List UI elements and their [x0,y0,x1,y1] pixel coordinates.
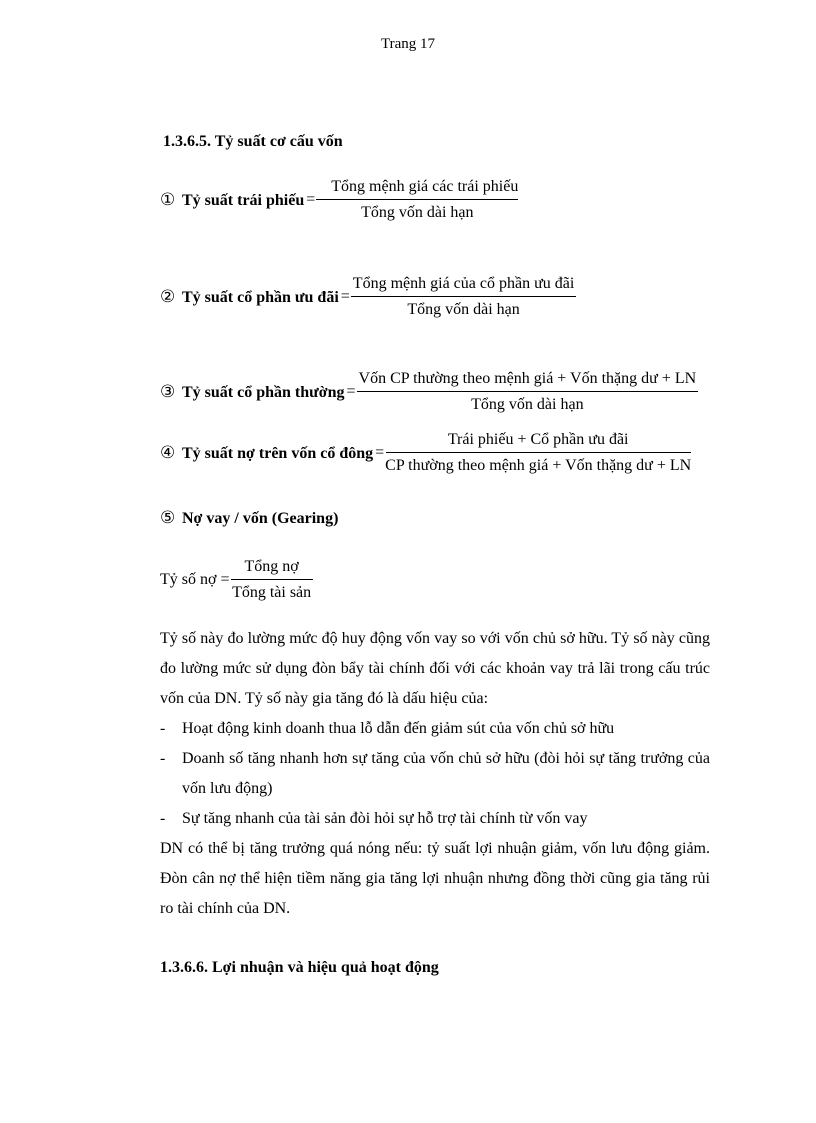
circled-number-5: ⑤ [160,508,176,527]
equals-sign: = [220,571,230,588]
numerator: Vốn CP thường theo mệnh giá + Vốn thặng dư + LN [357,370,699,392]
fraction [231,558,313,602]
numerator: Trái phiếu + Cổ phần ưu đãi [386,431,691,453]
equals-sign: = [340,288,350,305]
equals-sign: = [375,444,385,461]
bullet-text: Doanh số tăng nhanh hơn sự tăng của vốn chủ sở hữu (đòi hỏi sự tăng trưởng của vốn lưu động) [182,750,710,797]
bullet-item [160,714,710,744]
numerator: Tổng nợ [231,558,313,580]
denominator: Tổng vốn dài hạn [407,301,520,318]
bullet-text: Sự tăng nhanh của tài sản đòi hỏi sự hỗ trợ tài chính từ vốn vay [182,810,588,827]
bullet-dash: - [160,810,166,827]
denominator: Tổng vốn dài hạn [361,204,474,221]
circled-number-3: ③ [160,382,176,401]
formula-label: ① Tỷ suất trái phiếu [160,190,305,209]
bullet-dash: - [160,750,166,767]
formula-label: Tỷ số nợ [160,571,217,588]
formula-debt-to-equity-ratio [160,431,691,475]
circled-number-2: ② [160,287,176,306]
gearing-heading: ⑤ Nợ vay / vốn (Gearing) [160,508,339,527]
numerator: Tổng mệnh giá các trái phiếu [316,178,518,200]
formula-bond-ratio [160,178,518,222]
bullet-text: Hoạt động kinh doanh thua lỗ dẫn đến giảm sút của vốn chủ sở hữu [182,720,615,737]
formula-debt-ratio [160,558,313,602]
bullet-item [160,804,710,834]
denominator: Tổng vốn dài hạn [471,396,584,413]
denominator: CP thường theo mệnh giá + Vốn thặng dư + LN [385,457,692,474]
fraction [357,370,699,414]
circled-number-1: ① [160,190,176,209]
formula-preferred-share-ratio [160,275,576,319]
formula-common-share-ratio [160,370,698,414]
paragraph-gearing-explanation: Tỷ số này đo lường mức độ huy động vốn vay so với vốn chủ sở hữu. Tỷ số này cũng đo lường mức sử dụng đòn bẩy tài chính đối với các khoản vay trả lãi trong cấu trúc vốn của DN. Tỷ số này gia tăng đó là dấu hiệu của: [160,630,710,707]
fraction [351,275,577,319]
page-header: Trang 17 [380,36,436,52]
fraction [316,178,518,222]
formula-label: ③ Tỷ suất cổ phần thường [160,382,345,401]
fraction [385,431,691,475]
formula-label: ② Tỷ suất cổ phần ưu đãi [160,287,339,306]
bullet-item [160,744,710,804]
equals-sign: = [346,383,356,400]
section-heading-capital-structure: 1.3.6.5. Tỷ suất cơ cấu vốn [163,133,343,150]
circled-number-4: ④ [160,443,176,462]
numerator: Tổng mệnh giá của cổ phần ưu đãi [351,275,577,297]
bullet-dash: - [160,720,166,737]
section-heading-profitability: 1.3.6.6. Lợi nhuận và hiệu quả hoạt động [160,959,439,976]
paragraph-overheating: DN có thể bị tăng trưởng quá nóng nếu: tỷ suất lợi nhuận giảm, vốn lưu động giảm. Đòn cân nợ thể hiện tiềm năng gia tăng lợi nhuận nhưng đồng thời cũng gia tăng rủi ro tài chính của DN. [160,840,710,917]
equals-sign: = [306,191,316,208]
formula-label: ④ Tỷ suất nợ trên vốn cổ đông [160,443,374,462]
denominator: Tổng tài sản [232,584,312,601]
